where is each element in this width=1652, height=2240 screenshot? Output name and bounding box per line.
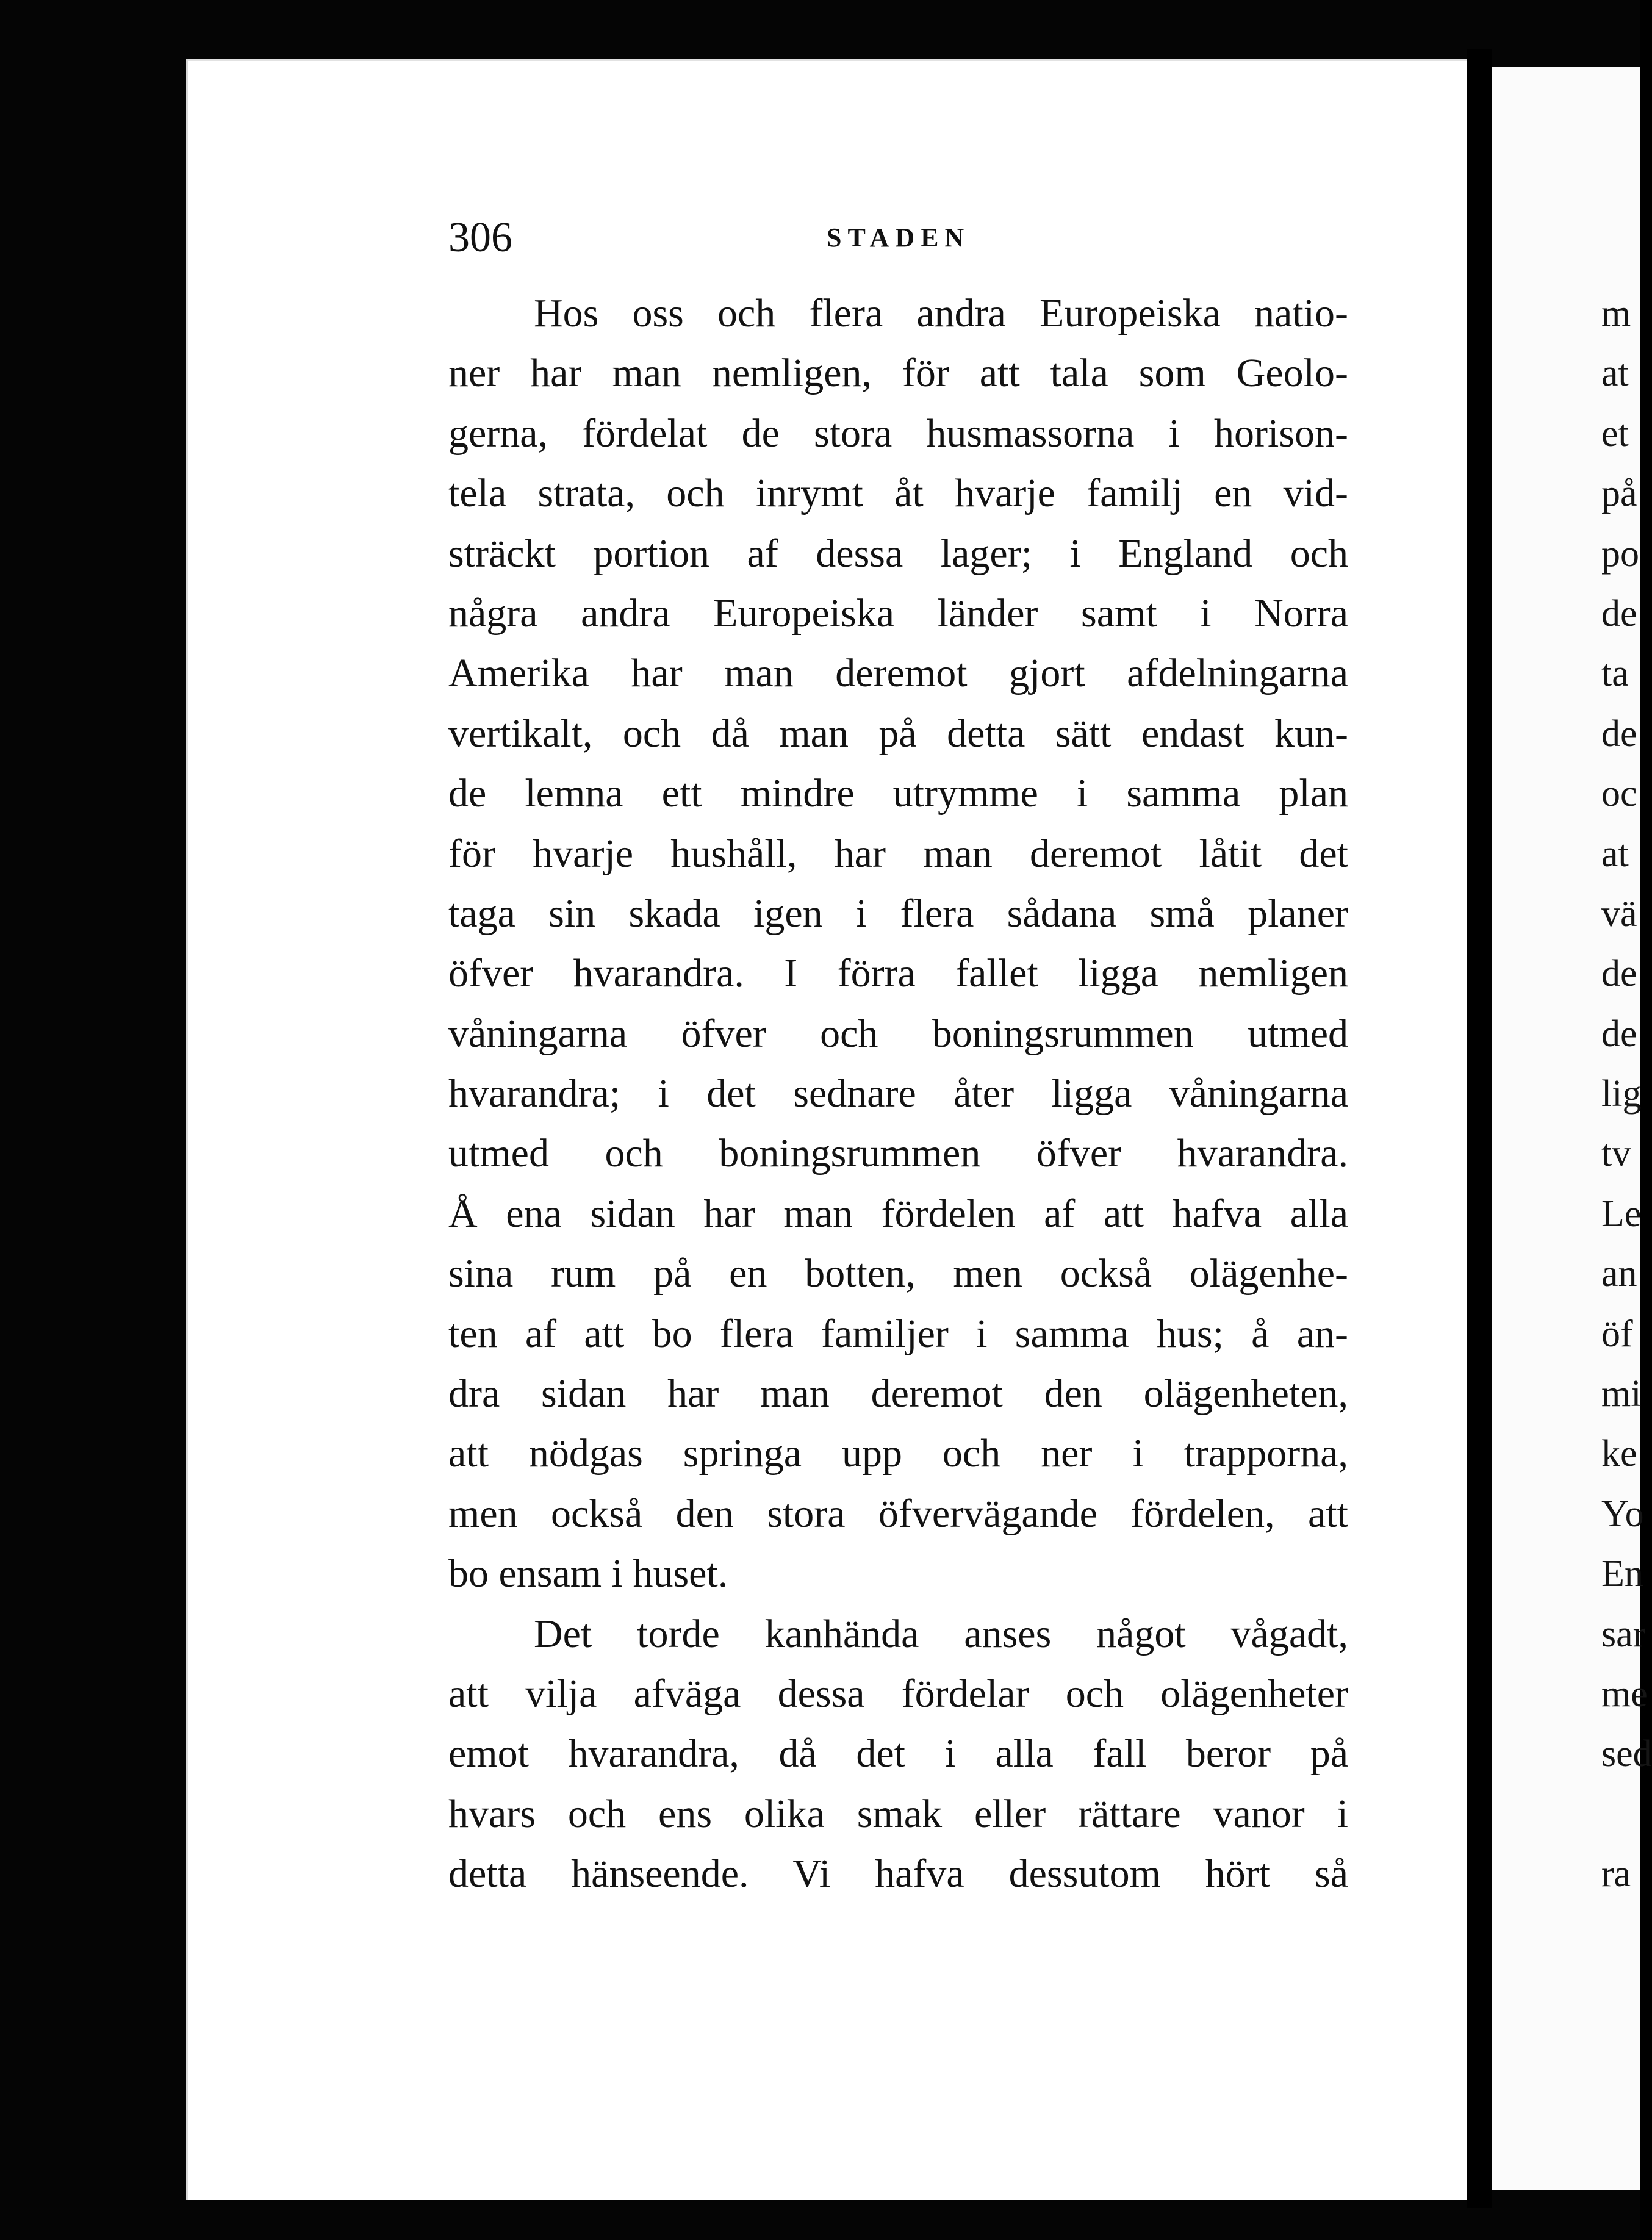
fragment-line: et [1601, 412, 1629, 454]
text-line: sina rum på en botten, men också olägenhe- [448, 1251, 1348, 1296]
text-line: vertikalt, och då man på detta sätt endast kun- [448, 711, 1348, 756]
page-number: 306 [448, 214, 512, 261]
fragment-line: sar [1601, 1613, 1646, 1655]
text-line: emot hvarandra, då det i alla fall beror på [448, 1731, 1348, 1776]
fragment-line: Le [1601, 1193, 1642, 1235]
text-line: dra sidan har man deremot den olägenheten, [448, 1371, 1348, 1416]
fragment-line: de [1601, 1013, 1637, 1055]
text-line: våningarna öfver och boningsrummen utmed [448, 1011, 1348, 1056]
text-line: några andra Europeiska länder samt i Norra [448, 591, 1348, 636]
text-line: taga sin skada igen i flera sådana små planer [448, 891, 1348, 936]
fragment-line: ra [1601, 1853, 1631, 1895]
text-line: Hos oss och flera andra Europeiska natio- [534, 291, 1348, 336]
fragment-line: lig [1601, 1073, 1642, 1115]
running-title: STADEN [827, 223, 971, 253]
text-line: hvarandra; i det sednare åter ligga våningarna [448, 1071, 1348, 1116]
text-line: utmed och boningsrummen öfver hvarandra. [448, 1131, 1348, 1176]
text-line: för hvarje hushåll, har man deremot låtit det [448, 831, 1348, 876]
fragment-line: me [1601, 1673, 1648, 1715]
fragment-line: m [1601, 293, 1631, 334]
fragment-line: oc [1601, 773, 1637, 815]
text-line: hvars och ens olika smak eller rättare vanor i [448, 1791, 1348, 1836]
fragment-line: de [1601, 592, 1637, 634]
fragment-line: ta [1601, 653, 1629, 695]
text-line: de lemna ett mindre utrymme i samma plan [448, 771, 1348, 816]
text-line: ner har man nemligen, för att tala som Geolo- [448, 351, 1348, 396]
fragment-line: tv [1601, 1133, 1631, 1175]
text-line: sträckt portion af dessa lager; i England och [448, 531, 1348, 576]
fragment-line: En [1601, 1553, 1643, 1595]
text-line: men också den stora öfvervägande fördelen, att [448, 1491, 1348, 1536]
text-line: bo ensam i huset. [448, 1551, 728, 1596]
body-text [448, 284, 1348, 1904]
text-line: Å ena sidan har man fördelen af att hafva alla [448, 1191, 1348, 1236]
text-line: gerna, fördelat de stora husmassorna i horison- [448, 411, 1348, 456]
facing-page-text-fragments [1601, 284, 1652, 1904]
fragment-line: ke [1601, 1433, 1637, 1475]
text-line: att vilja afväga dessa fördelar och olägenheter [448, 1671, 1348, 1716]
fragment-line: mi [1601, 1373, 1642, 1415]
fragment-line: an [1601, 1253, 1637, 1295]
text-line: Det torde kanhända anses något vågadt, [534, 1611, 1348, 1656]
fragment-line: vä [1601, 892, 1637, 935]
fragment-line: på [1601, 473, 1637, 515]
fragment-line: at [1601, 833, 1629, 875]
text-line: tela strata, och inrymt åt hvarje familj en vid- [448, 471, 1348, 516]
paragraph-1 [448, 284, 1348, 1604]
text-line: att nödgas springa upp och ner i trapporna, [448, 1431, 1348, 1476]
fragment-line: sed [1601, 1733, 1652, 1775]
fragment-line: öf [1601, 1313, 1633, 1355]
paragraph-2 [448, 1604, 1348, 1904]
text-line: ten af att bo flera familjer i samma hus; å an- [448, 1311, 1348, 1356]
fragment-line: po [1601, 533, 1639, 575]
fragment-line: de [1601, 713, 1637, 755]
text-line: detta hänseende. Vi hafva dessutom hört så [448, 1851, 1348, 1897]
text-line: öfver hvarandra. I förra fallet ligga nemligen [448, 951, 1348, 996]
fragment-line: at [1601, 353, 1629, 395]
fragment-line [1601, 1784, 1644, 1844]
running-header [448, 204, 1348, 271]
page-gutter [1467, 49, 1492, 2208]
fragment-line: de [1601, 953, 1637, 995]
fragment-line: Yo [1601, 1493, 1644, 1535]
text-line: Amerika har man deremot gjort afdelningarna [448, 651, 1348, 696]
